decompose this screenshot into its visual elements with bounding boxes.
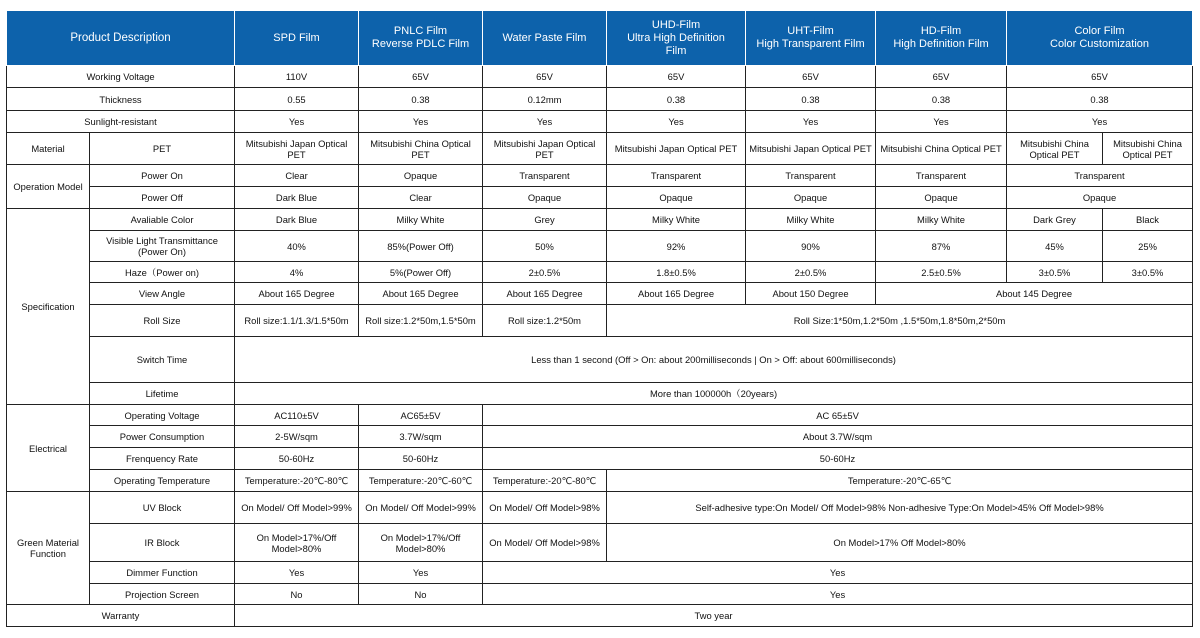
cell: 65V: [876, 66, 1007, 88]
cell: About 165 Degree: [235, 283, 359, 305]
cell: 40%: [235, 231, 359, 262]
cell: Mitsubishi Japan Optical PET: [483, 133, 607, 165]
cell: 3.7W/sqm: [359, 426, 483, 448]
cell: 3±0.5%: [1007, 262, 1103, 283]
cell: On Model>17%/Off Model>80%: [235, 524, 359, 562]
table-row: [7, 262, 1193, 283]
row-label: PET: [90, 133, 235, 165]
cell: Milky White: [359, 209, 483, 231]
cell: Mitsubishi Japan Optical PET: [746, 133, 876, 165]
group-label-green: Green Material Function: [7, 492, 90, 605]
cell: Milky White: [746, 209, 876, 231]
table-row: [7, 111, 1193, 133]
cell: 25%: [1103, 231, 1193, 262]
cell: 65V: [359, 66, 483, 88]
cell: Yes: [483, 584, 1193, 605]
row-label: Haze（Power on): [90, 262, 235, 283]
table-row: [7, 209, 1193, 231]
table-row: [7, 283, 1193, 305]
table-row: [7, 584, 1193, 605]
row-label: Operating Temperature: [90, 470, 235, 492]
cell: 45%: [1007, 231, 1103, 262]
cell: Yes: [876, 111, 1007, 133]
cell: 90%: [746, 231, 876, 262]
cell: Yes: [483, 562, 1193, 584]
header-row: [7, 11, 1193, 66]
cell: 2±0.5%: [483, 262, 607, 283]
cell: Transparent: [607, 165, 746, 187]
cell: Less than 1 second (Off > On: about 200milliseconds | On > Off: about 600milliseconds): [235, 337, 1193, 383]
cell: 50%: [483, 231, 607, 262]
cell: Opaque: [1007, 187, 1193, 209]
cell: Transparent: [1007, 165, 1193, 187]
header-line: UHD-Film: [651, 18, 701, 31]
table-row: [7, 66, 1193, 88]
table-row: [7, 133, 1193, 165]
cell: Dark Blue: [235, 187, 359, 209]
row-label: View Angle: [90, 283, 235, 305]
cell: 0.38: [1007, 88, 1193, 111]
table-row: [7, 383, 1193, 405]
group-label-operation: Operation Model: [7, 165, 90, 209]
cell: No: [359, 584, 483, 605]
header-line: Color Customization: [1050, 38, 1150, 50]
cell: Mitsubishi China Optical PET: [1007, 133, 1103, 165]
row-label: Avaliable Color: [90, 209, 235, 231]
row-label: Operating Voltage: [90, 405, 235, 426]
cell: Transparent: [746, 165, 876, 187]
cell: Yes: [235, 111, 359, 133]
table-row: [7, 305, 1193, 337]
cell: Roll size:1.2*50m: [483, 305, 607, 337]
cell: Mitsubishi Japan Optical PET: [235, 133, 359, 165]
cell: 65V: [746, 66, 876, 88]
row-label: UV Block: [90, 492, 235, 524]
cell: Dark Blue: [235, 209, 359, 231]
product-spec-table: [6, 10, 1193, 627]
row-label: Thickness: [7, 88, 235, 111]
cell: Grey: [483, 209, 607, 231]
cell: 110V: [235, 66, 359, 88]
header-spd-film: [235, 11, 359, 66]
cell: AC 65±5V: [483, 405, 1193, 426]
header-line: Water Paste Film: [502, 31, 587, 44]
cell: On Model>17%/Off Model>80%: [359, 524, 483, 562]
cell: 50-60Hz: [235, 448, 359, 470]
cell: 50-60Hz: [483, 448, 1193, 470]
cell: 0.38: [359, 88, 483, 111]
cell: Black: [1103, 209, 1193, 231]
table-row: [7, 337, 1193, 383]
cell: Transparent: [876, 165, 1007, 187]
cell: Dark Grey: [1007, 209, 1103, 231]
cell: 2±0.5%: [746, 262, 876, 283]
table-row: [7, 231, 1193, 262]
cell: Yes: [483, 111, 607, 133]
header-line: Ultra High Definition: [627, 31, 725, 44]
cell: About 165 Degree: [483, 283, 607, 305]
cell: AC110±5V: [235, 405, 359, 426]
cell: 65V: [607, 66, 746, 88]
group-label-material: Material: [7, 133, 90, 165]
cell: On Model/ Off Model>98%: [483, 492, 607, 524]
header-line: High Definition Film: [893, 38, 989, 50]
cell: No: [235, 584, 359, 605]
cell: 50-60Hz: [359, 448, 483, 470]
cell: 0.55: [235, 88, 359, 111]
cell: Mitsubishi China Optical PET: [876, 133, 1007, 165]
cell: Yes: [746, 111, 876, 133]
cell: 0.38: [876, 88, 1007, 111]
row-label: Sunlight-resistant: [7, 111, 235, 133]
row-label: Power On: [90, 165, 235, 187]
cell: Yes: [235, 562, 359, 584]
cell: 2.5±0.5%: [876, 262, 1007, 283]
group-label-electrical: Electrical: [7, 405, 90, 492]
cell: Opaque: [483, 187, 607, 209]
row-label: Dimmer Function: [90, 562, 235, 584]
table-row: [7, 562, 1193, 584]
row-label: Frenquency Rate: [90, 448, 235, 470]
cell: Milky White: [876, 209, 1007, 231]
cell: 0.38: [746, 88, 876, 111]
cell: Roll size:1.2*50m,1.5*50m: [359, 305, 483, 337]
cell: 2-5W/sqm: [235, 426, 359, 448]
header-water-paste-film: [483, 11, 607, 66]
header-pnlc-film: [359, 11, 483, 66]
header-hd-film: [876, 11, 1007, 66]
cell: Mitsubishi China Optical PET: [1103, 133, 1193, 165]
table-row: [7, 492, 1193, 524]
cell: About 165 Degree: [359, 283, 483, 305]
header-line: PNLC Film: [393, 25, 448, 37]
header-line: High Transparent Film: [756, 38, 865, 50]
table-row: [7, 470, 1193, 492]
cell: On Model>17% Off Model>80%: [607, 524, 1193, 562]
cell: AC65±5V: [359, 405, 483, 426]
row-label: Roll Size: [90, 305, 235, 337]
cell: Opaque: [607, 187, 746, 209]
cell: Two year: [235, 605, 1193, 627]
table-row: [7, 524, 1193, 562]
header-color-film: [1007, 11, 1193, 66]
cell: Temperature:-20℃-80℃: [235, 470, 359, 492]
cell: Temperature:-20℃-65℃: [607, 470, 1193, 492]
row-label: Lifetime: [90, 383, 235, 405]
cell: Opaque: [876, 187, 1007, 209]
cell: On Model/ Off Model>98%: [483, 524, 607, 562]
cell: Transparent: [483, 165, 607, 187]
cell: On Model/ Off Model>99%: [235, 492, 359, 524]
cell: 4%: [235, 262, 359, 283]
cell: 85%(Power Off): [359, 231, 483, 262]
cell: 87%: [876, 231, 1007, 262]
row-label: Warranty: [7, 605, 235, 627]
header-line: UHT-Film: [787, 25, 834, 37]
cell: Opaque: [359, 165, 483, 187]
cell: Milky White: [607, 209, 746, 231]
cell: Self-adhesive type:On Model/ Off Model>98% Non-adhesive Type:On Model>45% Off Model>98%: [607, 492, 1193, 524]
table-row: [7, 448, 1193, 470]
cell: Yes: [607, 111, 746, 133]
row-label: Working Voltage: [7, 66, 235, 88]
cell: 92%: [607, 231, 746, 262]
cell: Roll Size:1*50m,1.2*50m ,1.5*50m,1.8*50m,2*50m: [607, 305, 1193, 337]
table-row: [7, 426, 1193, 448]
row-label: Visible Light Transmittance (Power On): [90, 231, 235, 262]
cell: Mitsubishi China Optical PET: [359, 133, 483, 165]
cell: Clear: [359, 187, 483, 209]
header-uhd-film: [607, 11, 746, 66]
row-label: Power Off: [90, 187, 235, 209]
header-line: SPD Film: [273, 31, 320, 44]
cell: 1.8±0.5%: [607, 262, 746, 283]
cell: 5%(Power Off): [359, 262, 483, 283]
group-label-specification: Specification: [7, 209, 90, 405]
table-row: [7, 605, 1193, 627]
cell: Opaque: [746, 187, 876, 209]
table-row: [7, 187, 1193, 209]
header-line: Color Film: [1074, 25, 1125, 37]
cell: Yes: [359, 562, 483, 584]
row-label: Switch Time: [90, 337, 235, 383]
header-line: HD-Film: [920, 25, 962, 37]
header-line: Film: [665, 44, 687, 57]
cell: Yes: [1007, 111, 1193, 133]
row-label: Projection Screen: [90, 584, 235, 605]
cell: About 150 Degree: [746, 283, 876, 305]
cell: 0.12mm: [483, 88, 607, 111]
row-label: IR Block: [90, 524, 235, 562]
header-product-description: Product Description: [7, 11, 235, 66]
cell: 3±0.5%: [1103, 262, 1193, 283]
table-row: [7, 165, 1193, 187]
header-line: Reverse PDLC Film: [371, 38, 470, 50]
table-row: [7, 88, 1193, 111]
header-uht-film: [746, 11, 876, 66]
cell: Temperature:-20℃-60℃: [359, 470, 483, 492]
cell: Roll size:1.1/1.3/1.5*50m: [235, 305, 359, 337]
cell: About 165 Degree: [607, 283, 746, 305]
cell: Mitsubishi Japan Optical PET: [607, 133, 746, 165]
cell: On Model/ Off Model>99%: [359, 492, 483, 524]
cell: 65V: [483, 66, 607, 88]
cell: 0.38: [607, 88, 746, 111]
cell: Temperature:-20℃-80℃: [483, 470, 607, 492]
cell: More than 100000h（20years): [235, 383, 1193, 405]
row-label: Power Consumption: [90, 426, 235, 448]
table-row: [7, 405, 1193, 426]
cell: 65V: [1007, 66, 1193, 88]
cell: Yes: [359, 111, 483, 133]
cell: About 145 Degree: [876, 283, 1193, 305]
cell: About 3.7W/sqm: [483, 426, 1193, 448]
cell: Clear: [235, 165, 359, 187]
